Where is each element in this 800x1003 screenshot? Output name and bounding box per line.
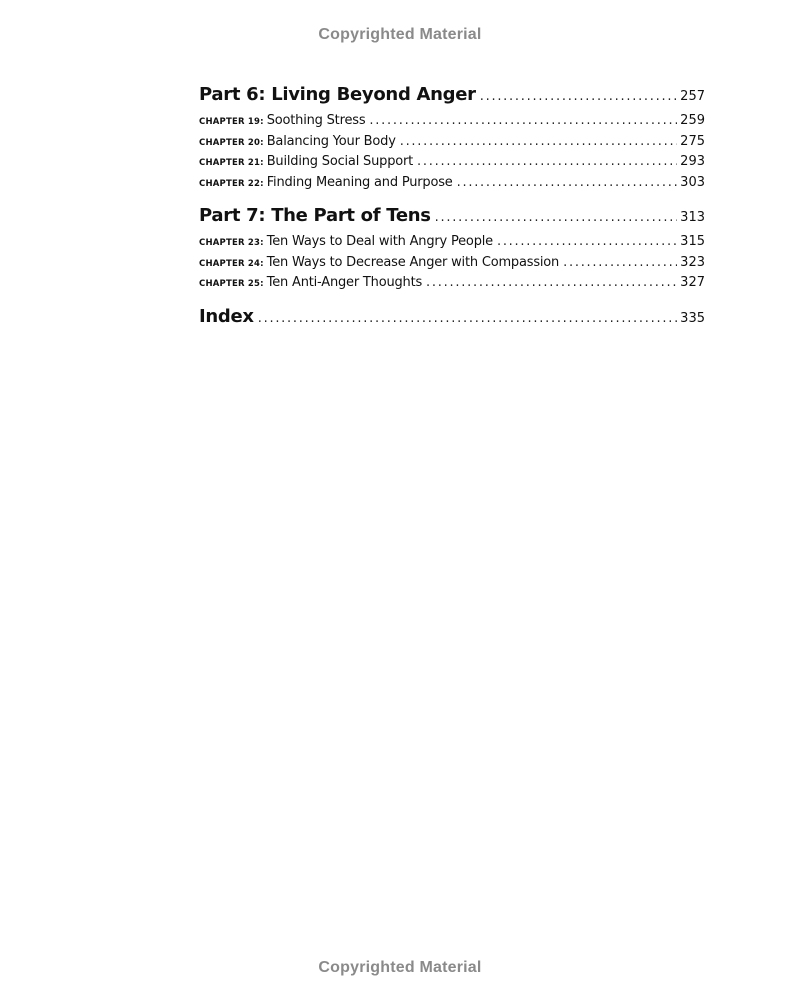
chapter-label: CHAPTER 21: bbox=[199, 158, 264, 168]
dot-leader bbox=[563, 255, 677, 270]
chapter-row-19[interactable] bbox=[199, 113, 705, 134]
chapter-title: Ten Anti-Anger Thoughts bbox=[266, 275, 423, 290]
chapter-page-number: 327 bbox=[680, 275, 705, 290]
dot-leader bbox=[426, 275, 677, 290]
chapter-page-number: 323 bbox=[680, 254, 705, 270]
chapter-title: Finding Meaning and Purpose bbox=[266, 174, 453, 190]
chapter-title: Ten Ways to Deal with Angry People bbox=[266, 234, 493, 249]
chapter-label: CHAPTER 22: bbox=[199, 178, 264, 189]
chapter-label: CHAPTER 25: bbox=[199, 279, 264, 289]
chapter-row-23[interactable] bbox=[199, 234, 705, 255]
chapter-page-number: 259 bbox=[680, 113, 705, 128]
chapter-page-number: 315 bbox=[680, 234, 705, 249]
chapter-page-number: 303 bbox=[680, 174, 705, 190]
chapter-page-number: 293 bbox=[680, 154, 705, 169]
dot-leader bbox=[457, 175, 677, 190]
chapter-row-25[interactable] bbox=[199, 275, 705, 296]
copyright-watermark-top: Copyrighted Material bbox=[318, 26, 482, 43]
chapter-title: Building Social Support bbox=[266, 154, 414, 169]
dot-leader bbox=[258, 311, 677, 326]
part-heading-row[interactable] bbox=[199, 205, 705, 234]
index-title: Index bbox=[199, 305, 254, 327]
dot-leader bbox=[480, 89, 677, 104]
chapter-title: Soothing Stress bbox=[266, 113, 366, 128]
chapter-page-number: 275 bbox=[680, 133, 705, 149]
chapter-row-24[interactable] bbox=[199, 255, 705, 276]
table-of-contents bbox=[199, 84, 705, 335]
chapter-row-21[interactable] bbox=[199, 154, 705, 175]
chapter-title: Ten Ways to Decrease Anger with Compassion bbox=[266, 254, 560, 270]
dot-leader bbox=[369, 113, 677, 128]
part-page-number: 257 bbox=[680, 89, 705, 104]
chapter-label: CHAPTER 19: bbox=[199, 117, 264, 127]
toc-part-6 bbox=[199, 84, 705, 195]
chapter-label: CHAPTER 23: bbox=[199, 238, 264, 248]
copyright-watermark-bottom: Copyrighted Material bbox=[318, 959, 482, 976]
chapter-label: CHAPTER 24: bbox=[199, 258, 264, 269]
dot-leader bbox=[417, 154, 677, 169]
chapter-title: Balancing Your Body bbox=[266, 133, 396, 149]
dot-leader bbox=[400, 134, 677, 149]
chapter-row-20[interactable] bbox=[199, 134, 705, 155]
index-row[interactable] bbox=[199, 306, 705, 335]
part-title: Part 6: Living Beyond Anger bbox=[199, 84, 476, 105]
part-heading-row[interactable] bbox=[199, 84, 705, 113]
chapter-row-22[interactable] bbox=[199, 175, 705, 196]
part-page-number: 313 bbox=[680, 210, 705, 225]
toc-part-7 bbox=[199, 205, 705, 296]
part-title: Part 7: The Part of Tens bbox=[199, 205, 431, 226]
index-page-number: 335 bbox=[680, 310, 705, 326]
dot-leader bbox=[435, 210, 677, 225]
dot-leader bbox=[497, 234, 677, 249]
chapter-label: CHAPTER 20: bbox=[199, 137, 264, 148]
